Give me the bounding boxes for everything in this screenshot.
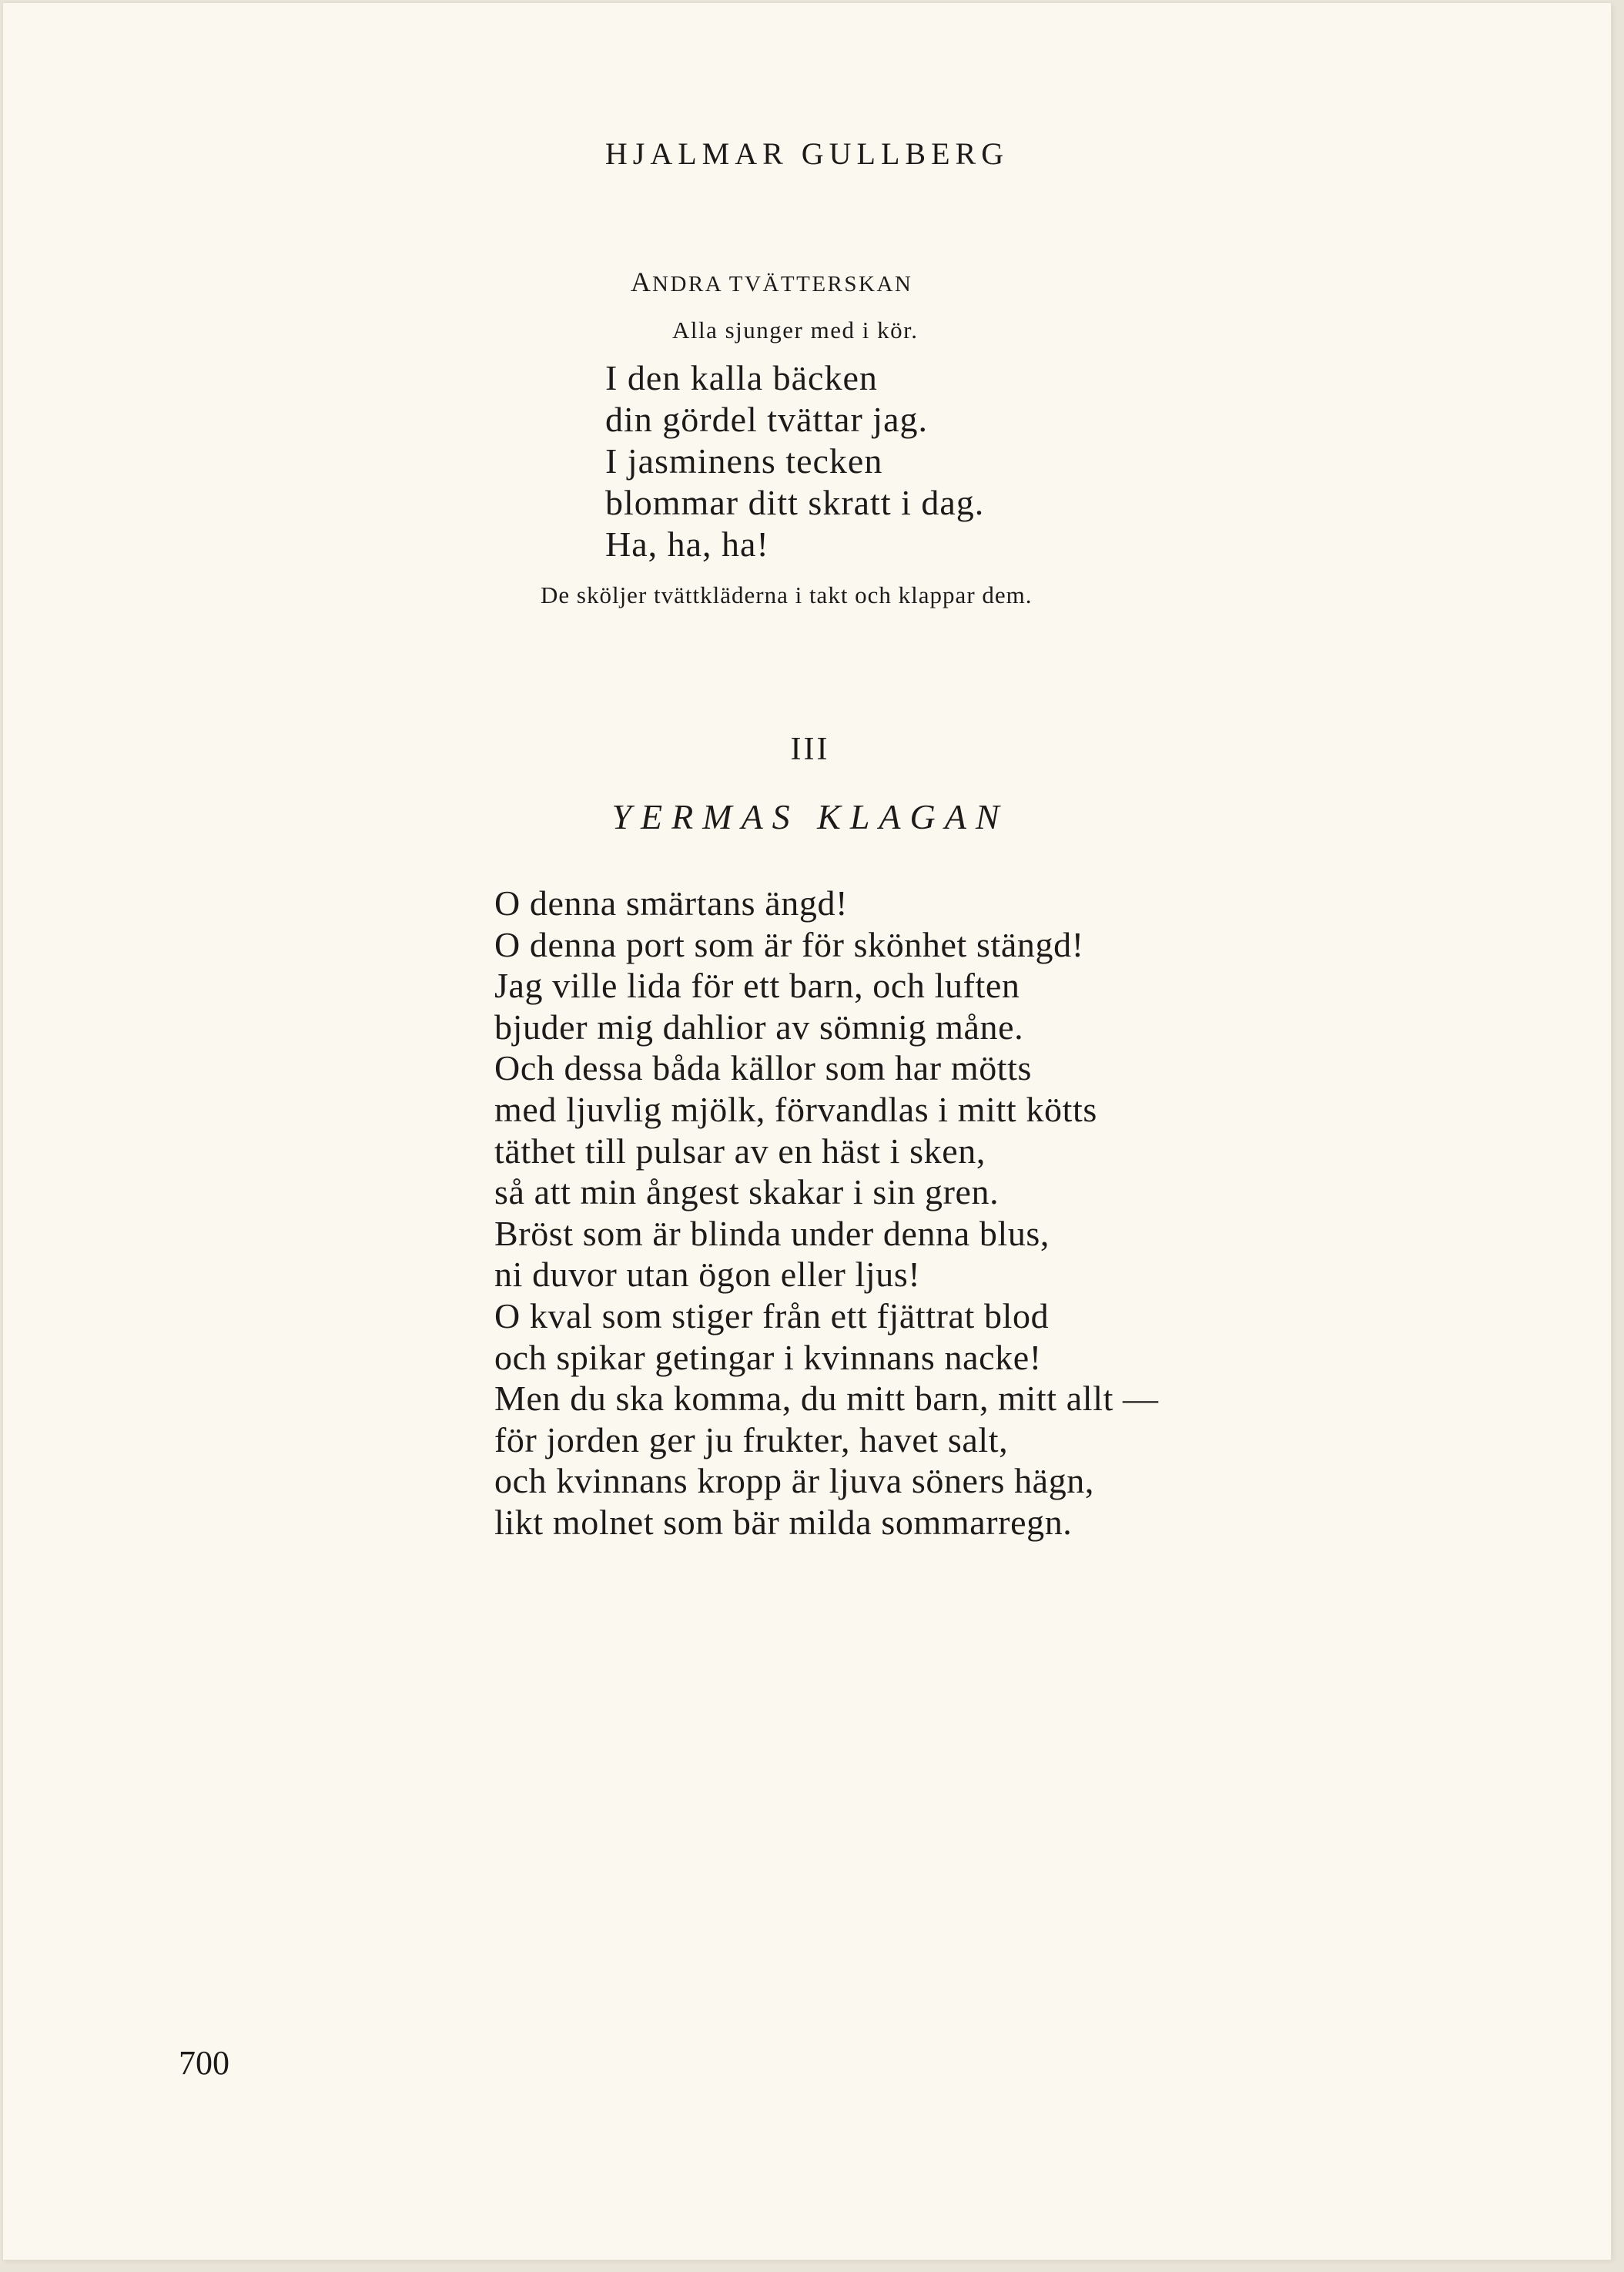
poem-line: Och dessa båda källor som har mötts: [494, 1048, 1033, 1088]
poem-line: Men du ska komma, du mitt barn, mitt allt —: [494, 1379, 1159, 1419]
poem-line: och kvinnans kropp är ljuva söners hägn,: [494, 1461, 1095, 1501]
poem-line: likt molnet som bär milda sommarregn.: [494, 1502, 1073, 1542]
speaker-rest: NDRA TVÄTTERSKAN: [652, 272, 913, 297]
running-head: HJALMAR GULLBERG: [604, 136, 1010, 171]
speaker-initial: A: [631, 266, 652, 297]
section-number: III: [790, 732, 830, 767]
poem-line: för jorden ger ju frukter, havet salt,: [494, 1419, 1009, 1459]
song-line: Ha, ha, ha!: [605, 524, 769, 564]
poem-line: Bröst som är blinda under denna blus,: [494, 1213, 1050, 1253]
song-line: I den kalla bäcken: [605, 358, 878, 397]
poem-title: YERMAS KLAGAN: [611, 797, 1009, 836]
poem-line: och spikar getingar i kvinnans nacke!: [494, 1337, 1042, 1377]
book-page: [3, 3, 1611, 2260]
poem-body: [494, 883, 1159, 1543]
song-line: I jasminens tecken: [605, 441, 883, 481]
song-line: din gördel tvättar jag.: [605, 400, 928, 439]
poem-line: Jag ville lida för ett barn, och luften: [494, 966, 1020, 1006]
poem-line: O denna port som är för skönhet stängd!: [494, 924, 1084, 964]
poem-line: O denna smärtans ängd!: [494, 883, 849, 923]
poem-line: så att min ångest skakar i sin gren.: [494, 1172, 1000, 1212]
poem-line: bjuder mig dahlior av sömnig måne.: [494, 1007, 1024, 1047]
speaker-name: [631, 265, 912, 301]
poem-line: O kval som stiger från ett fjättrat blod: [494, 1295, 1050, 1335]
song-stanza: [605, 357, 984, 565]
poem-line: ni duvor utan ögon eller ljus!: [494, 1255, 921, 1295]
stage-direction: Alla sjunger med i kör.: [672, 317, 919, 343]
page-number: 700: [179, 2044, 229, 2082]
stage-direction: De sköljer tvättkläderna i takt och klappar dem.: [541, 581, 1033, 608]
poem-line: med ljuvlig mjölk, förvandlas i mitt kötts: [494, 1089, 1097, 1129]
poem-line: täthet till pulsar av en häst i sken,: [494, 1131, 986, 1171]
song-line: blommar ditt skratt i dag.: [605, 483, 985, 522]
